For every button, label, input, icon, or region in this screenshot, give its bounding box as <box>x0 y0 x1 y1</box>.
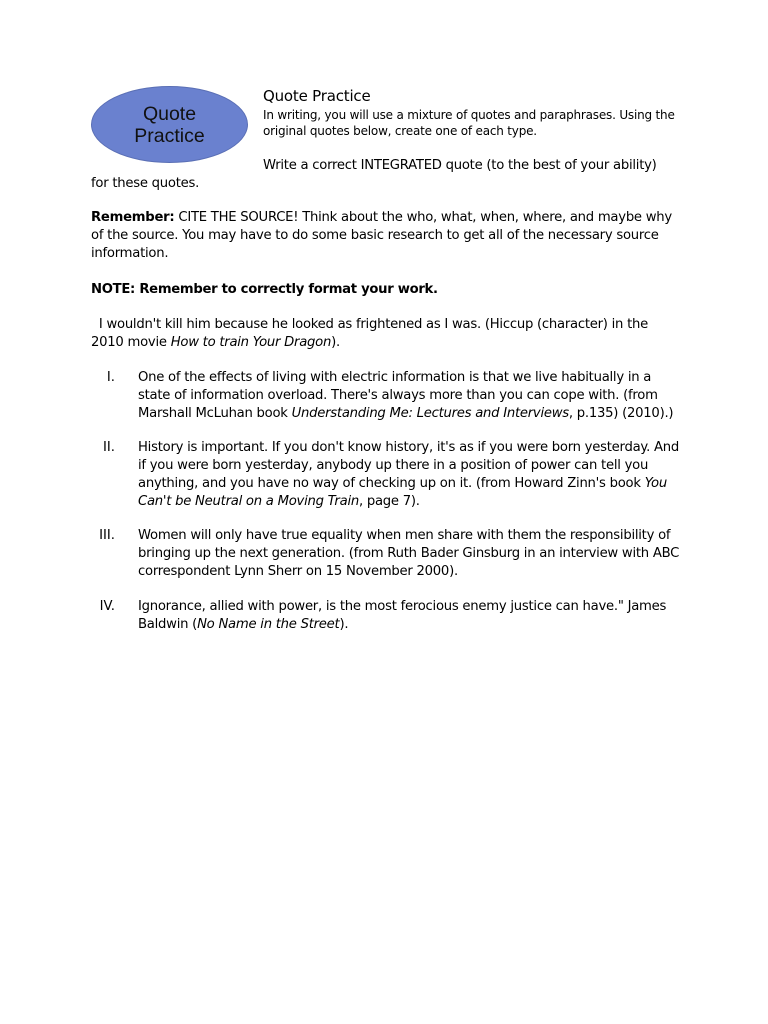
quote-citation-end: , p.135) (2010).) <box>568 406 674 421</box>
quote-text <box>138 527 683 581</box>
remember-paragraph <box>91 209 681 263</box>
example-source-title: How to train Your Dragon <box>170 335 332 350</box>
example-quote-text: I wouldn't kill him because he looked as frightened as I was. (Hiccup (character) in the 2010 movie <box>91 317 652 350</box>
quote-body: Ignorance, allied with power, is the most ferocious enemy justice can have." James Baldwin ( <box>138 599 667 632</box>
page-title: Quote Practice <box>263 87 371 105</box>
intro-text: In writing, you will use a mixture of quotes and paraphrases. Using the original quotes below, create one of each type. <box>263 108 675 138</box>
instruction-line-2: for these quotes. <box>91 176 200 191</box>
quote-body: One of the effects of living with electric information is that we live habitually in a state of information overload. There's always more than you can cope with. (from Marshall McLuhan book <box>138 370 658 421</box>
quote-numeral: IV. <box>99 599 115 614</box>
badge-text: Quote Practice <box>134 102 205 147</box>
remember-label: Remember: <box>91 210 175 225</box>
quote-text <box>138 369 683 423</box>
quote-text <box>138 439 683 511</box>
example-quote <box>91 316 683 352</box>
remember-text: CITE THE SOURCE! Think about the who, what, when, where, and maybe why of the source. You may have to do some basic research to get all of the necessary source information. <box>91 210 672 261</box>
instruction-line-1: Write a correct INTEGRATED quote (to the best of your ability) <box>263 158 657 173</box>
quote-source-title: No Name in the Street <box>197 617 340 632</box>
example-quote-end: ). <box>331 335 340 350</box>
quote-body: Women will only have true equality when men share with them the responsibility of bringing up the next generation. (from Ruth Bader Ginsburg in an interview with ABC correspondent Lynn Sherr on 15 November 2000). <box>138 528 680 579</box>
quote-citation-end: , page 7). <box>358 494 420 509</box>
quote-source-title: You Can't be Neutral on a Moving Train <box>138 476 667 509</box>
note-paragraph: NOTE: Remember to correctly format your work. <box>91 282 438 297</box>
quote-body: History is important. If you don't know history, it's as if you were born yesterday. And if you were born yesterday, anybody up there in a position of power can tell you anything, and you have no way of checking up on it. (from Howard Zinn's book <box>138 440 679 491</box>
quote-source-title: Understanding Me: Lectures and Interviews <box>291 406 569 421</box>
quote-citation-end: ). <box>339 617 349 632</box>
quote-practice-badge <box>91 86 248 163</box>
quote-numeral: I. <box>106 370 115 385</box>
quote-numeral: II. <box>103 440 115 455</box>
quote-text <box>138 598 683 634</box>
quote-numeral: III. <box>99 528 115 543</box>
